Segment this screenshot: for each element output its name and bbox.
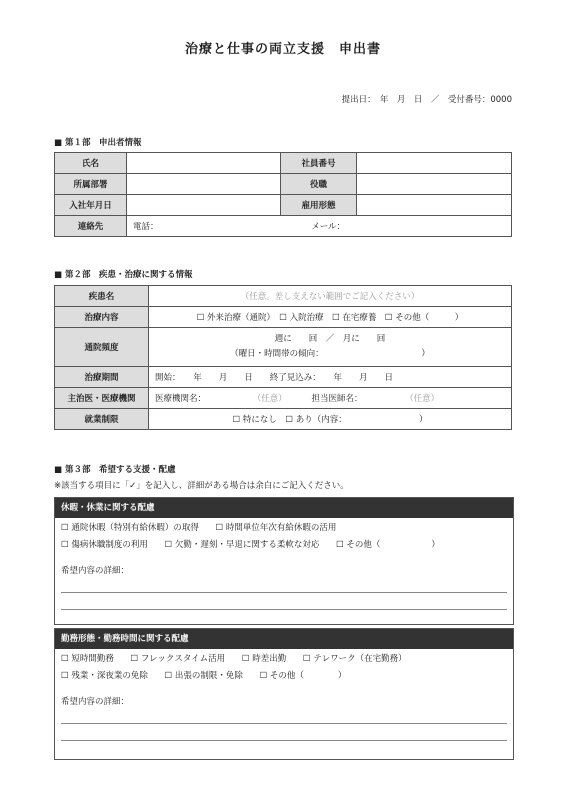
employment-field[interactable] bbox=[357, 195, 512, 216]
leave-option[interactable]: ☐ その他（ ） bbox=[336, 540, 440, 550]
restriction-options[interactable]: ☐ 特になし ☐ あり（内容： ） bbox=[149, 409, 512, 430]
work-detail-line[interactable] bbox=[61, 724, 507, 741]
disease-label: 疾患名 bbox=[55, 286, 149, 307]
join-date-label: 入社年月日 bbox=[55, 195, 127, 216]
leave-option[interactable]: ☐ 時間単位年次有給休暇の活用 bbox=[215, 523, 337, 533]
name-label: 氏名 bbox=[55, 153, 127, 174]
work-section-title: 勤務形態・勤務時間に関する配慮 bbox=[55, 629, 513, 649]
work-option[interactable]: ☐ 短時間勤務 bbox=[61, 654, 114, 664]
work-options bbox=[55, 649, 513, 687]
part2-heading: ■ 第２部 疾患・治療に関する情報 bbox=[54, 270, 193, 280]
period-field[interactable]: 開始： 年 月 日 終了見込み： 年 月 日 bbox=[149, 367, 512, 388]
freq-line-2: （曜日・時間帯の傾向： ） bbox=[230, 349, 430, 359]
restriction-label: 就業制限 bbox=[55, 409, 149, 430]
join-date-field[interactable] bbox=[127, 195, 281, 216]
leave-option[interactable]: ☐ 傷病休職制度の利用 bbox=[61, 540, 148, 550]
employee-no-label: 社員番号 bbox=[281, 153, 357, 174]
contact-label: 連絡先 bbox=[55, 216, 127, 237]
dept-field[interactable] bbox=[127, 174, 281, 195]
leave-detail-line[interactable] bbox=[61, 593, 507, 610]
doctor-optional: （任意） bbox=[405, 394, 440, 404]
work-detail-line[interactable] bbox=[61, 707, 507, 724]
phone-label: 電話： bbox=[133, 222, 159, 232]
leave-options bbox=[55, 518, 513, 556]
freq-label: 通院頻度 bbox=[55, 328, 149, 367]
position-field[interactable] bbox=[357, 174, 512, 195]
part1-heading: ■ 第１部 申出者情報 bbox=[54, 138, 142, 148]
employee-no-field[interactable] bbox=[357, 153, 512, 174]
leave-detail-label: 希望内容の詳細： bbox=[61, 566, 130, 576]
treatment-options[interactable]: ☐ 外来治療（通院） ☐ 入院治療 ☐ 在宅療養 ☐ その他（ ） bbox=[149, 307, 512, 328]
name-field[interactable] bbox=[127, 153, 281, 174]
hospital-optional: （任意） bbox=[252, 394, 287, 404]
leave-detail-line[interactable] bbox=[61, 576, 507, 593]
date-receipt-line: 提出日： 年 月 日 ／ 受付番号：0000 bbox=[341, 95, 512, 105]
leave-option[interactable]: ☐ 欠勤・遅刻・早退に関する柔軟な対応 bbox=[164, 540, 320, 550]
disease-field[interactable]: （任意。差し支えない範囲でご記入ください） bbox=[149, 286, 512, 307]
hospital-label: 医療機関名： bbox=[155, 394, 207, 404]
medical-table bbox=[54, 285, 512, 430]
doctor-field[interactable] bbox=[149, 388, 512, 409]
dept-label: 所属部署 bbox=[55, 174, 127, 195]
treatment-label: 治療内容 bbox=[55, 307, 149, 328]
work-option[interactable]: ☐ その他（ ） bbox=[259, 671, 347, 681]
applicant-table bbox=[54, 152, 512, 237]
work-option[interactable]: ☐ フレックスタイム活用 bbox=[130, 654, 226, 664]
freq-field[interactable] bbox=[149, 328, 512, 367]
work-detail-label: 希望内容の詳細： bbox=[61, 697, 130, 707]
period-label: 治療期間 bbox=[55, 367, 149, 388]
leave-section bbox=[54, 497, 514, 625]
leave-section-title: 休暇・休業に関する配慮 bbox=[55, 498, 513, 518]
doctor-label: 主治医・医療機関 bbox=[55, 388, 149, 409]
leave-option[interactable]: ☐ 通院休暇（特別有給休暇）の取得 bbox=[61, 523, 199, 533]
mail-label: メール： bbox=[311, 222, 346, 232]
work-option[interactable]: ☐ テレワーク（在宅勤務） bbox=[302, 654, 407, 664]
page-title: 治療と仕事の両立支援 申出書 bbox=[184, 42, 381, 57]
work-option[interactable]: ☐ 時差出勤 bbox=[241, 654, 287, 664]
work-option[interactable]: ☐ 出張の制限・免除 bbox=[164, 671, 243, 681]
employment-label: 雇用形態 bbox=[281, 195, 357, 216]
work-section bbox=[54, 628, 514, 760]
contact-field[interactable] bbox=[127, 216, 512, 237]
freq-line-1: 週に 回 ／ 月に 回 bbox=[274, 334, 386, 344]
work-option[interactable]: ☐ 残業・深夜業の免除 bbox=[61, 671, 148, 681]
doctor-name-label: 担当医師名： bbox=[311, 394, 363, 404]
part3-note: ※該当する項目に「✓」を記入し、詳細がある場合は余白にご記入ください。 bbox=[54, 481, 349, 491]
part3-heading: ■ 第３部 希望する支援・配慮 bbox=[54, 465, 176, 475]
position-label: 役職 bbox=[281, 174, 357, 195]
